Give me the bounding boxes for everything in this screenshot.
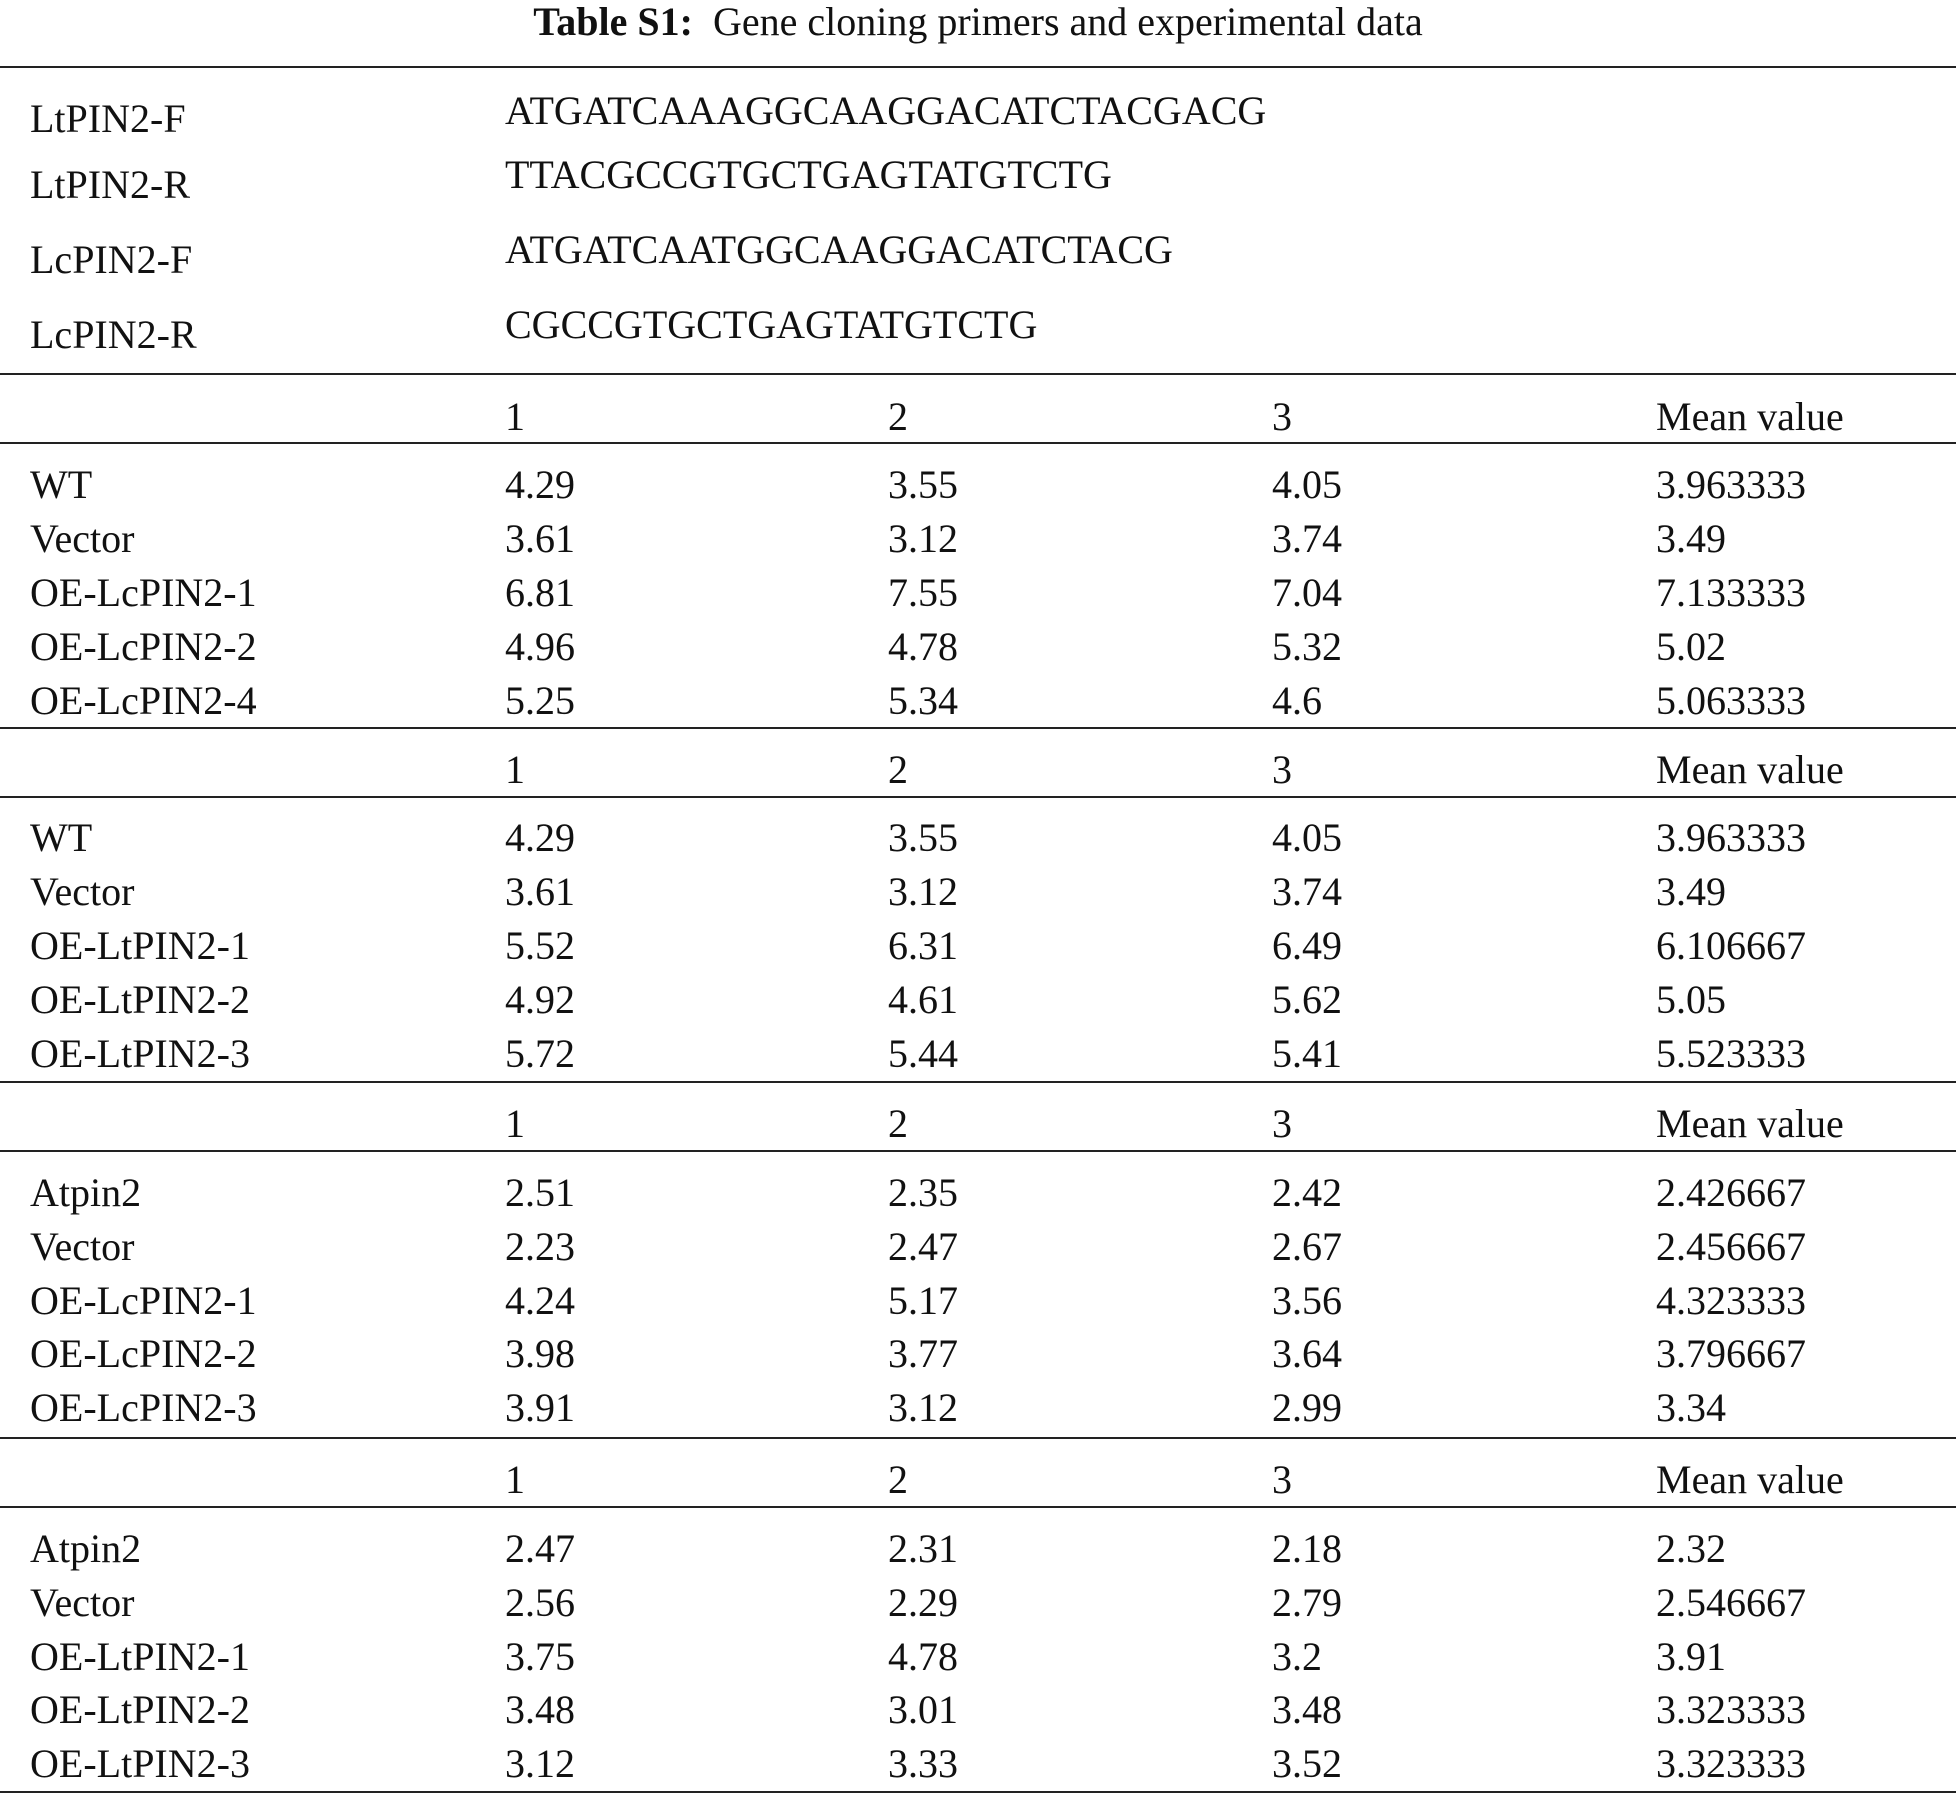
value-2: 4.61 [888,977,958,1022]
mean-value: 3.323333 [1656,1687,1806,1732]
column-header: 1 [505,747,525,792]
value-1: 2.56 [505,1580,575,1625]
value-3: 2.99 [1272,1385,1342,1430]
mean-value: 3.963333 [1656,815,1806,860]
primer-sequence: ATGATCAAAGGCAAGGACATCTACGACG [505,88,1267,133]
column-header: Mean value [1656,747,1844,792]
value-1: 3.12 [505,1741,575,1786]
table-row [0,1683,1956,1737]
table-row [0,973,1956,1027]
value-2: 3.55 [888,462,958,507]
table-row [0,1737,1956,1791]
value-1: 4.29 [505,815,575,860]
mean-value: 5.02 [1656,624,1726,669]
column-header: Mean value [1656,1101,1844,1146]
primer-sequence: TTACGCCGTGCTGAGTATGTCTG [505,152,1112,197]
value-3: 4.05 [1272,815,1342,860]
row-label: Atpin2 [30,1170,142,1215]
value-3: 3.2 [1272,1634,1322,1679]
value-3: 3.64 [1272,1331,1342,1376]
table-row [0,919,1956,973]
row-label: Vector [30,869,135,914]
value-2: 5.34 [888,678,958,723]
value-1: 4.92 [505,977,575,1022]
value-1: 4.96 [505,624,575,669]
value-1: 4.24 [505,1278,575,1323]
column-header: 3 [1272,747,1292,792]
mean-value: 6.106667 [1656,923,1806,968]
table-row [0,1630,1956,1684]
column-header: 2 [888,394,908,439]
column-header: 3 [1272,394,1292,439]
mean-value: 2.456667 [1656,1224,1806,1269]
mean-value: 7.133333 [1656,570,1806,615]
value-1: 5.25 [505,678,575,723]
row-label: OE-LcPIN2-1 [30,570,257,615]
column-header: Mean value [1656,394,1844,439]
value-1: 3.61 [505,516,575,561]
row-label: OE-LtPIN2-1 [30,1634,250,1679]
value-2: 3.77 [888,1331,958,1376]
row-label: OE-LtPIN2-3 [30,1741,250,1786]
section-rule [0,1081,1956,1083]
row-label: Atpin2 [30,1526,142,1571]
value-2: 3.01 [888,1687,958,1732]
mean-value: 3.49 [1656,869,1726,914]
header-rule [0,796,1956,798]
section-rule [0,1437,1956,1439]
value-2: 3.12 [888,516,958,561]
table-row [0,1522,1956,1576]
table-row [0,674,1956,728]
value-2: 2.31 [888,1526,958,1571]
value-2: 6.31 [888,923,958,968]
value-3: 6.49 [1272,923,1342,968]
column-header: 1 [505,394,525,439]
row-label: OE-LcPIN2-3 [30,1385,257,1430]
section-rule [0,373,1956,375]
value-1: 3.91 [505,1385,575,1430]
row-label: OE-LtPIN2-3 [30,1031,250,1076]
value-2: 5.44 [888,1031,958,1076]
header-rule [0,1506,1956,1508]
row-label: Vector [30,1580,135,1625]
primer-name: LcPIN2-R [30,312,197,357]
value-1: 3.48 [505,1687,575,1732]
value-3: 7.04 [1272,570,1342,615]
value-3: 3.48 [1272,1687,1342,1732]
table-row [0,811,1956,865]
value-3: 5.32 [1272,624,1342,669]
table-row [0,1576,1956,1630]
table-title-label: Table S1: [533,0,693,44]
primer-row [0,302,1956,362]
column-header: 2 [888,1457,908,1502]
primer-name: LcPIN2-F [30,237,193,282]
primer-sequence: CGCCGTGCTGAGTATGTCTG [505,302,1038,347]
value-3: 3.74 [1272,516,1342,561]
mean-value: 5.063333 [1656,678,1806,723]
value-3: 2.79 [1272,1580,1342,1625]
value-3: 2.18 [1272,1526,1342,1571]
table-row [0,1327,1956,1381]
mean-value: 3.323333 [1656,1741,1806,1786]
table-row [0,620,1956,674]
column-header: Mean value [1656,1457,1844,1502]
value-1: 2.47 [505,1526,575,1571]
table-row [0,1027,1956,1081]
value-2: 7.55 [888,570,958,615]
primer-row [0,88,1956,146]
column-header: 1 [505,1101,525,1146]
row-label: WT [30,815,93,860]
table-row [0,566,1956,620]
value-3: 2.67 [1272,1224,1342,1269]
table-top-rule [0,66,1956,68]
column-header: 1 [505,1457,525,1502]
row-label: OE-LtPIN2-2 [30,977,250,1022]
value-1: 3.61 [505,869,575,914]
primer-name: LtPIN2-R [30,162,190,207]
value-1: 2.51 [505,1170,575,1215]
value-3: 4.6 [1272,678,1322,723]
value-3: 4.05 [1272,462,1342,507]
row-label: OE-LcPIN2-2 [30,1331,257,1376]
row-label: OE-LtPIN2-2 [30,1687,250,1732]
value-2: 4.78 [888,1634,958,1679]
column-header: 2 [888,1101,908,1146]
column-header: 2 [888,747,908,792]
value-2: 2.29 [888,1580,958,1625]
table-row [0,458,1956,512]
value-2: 5.17 [888,1278,958,1323]
value-3: 2.42 [1272,1170,1342,1215]
mean-value: 3.963333 [1656,462,1806,507]
row-label: OE-LcPIN2-2 [30,624,257,669]
row-label: Vector [30,1224,135,1269]
value-2: 3.55 [888,815,958,860]
mean-value: 3.49 [1656,516,1726,561]
value-2: 4.78 [888,624,958,669]
table-bottom-rule [0,1791,1956,1793]
row-label: WT [30,462,93,507]
value-1: 2.23 [505,1224,575,1269]
mean-value: 5.05 [1656,977,1726,1022]
table-row [0,1274,1956,1328]
table-row [0,1220,1956,1274]
section-header-row [0,390,1956,444]
value-3: 3.52 [1272,1741,1342,1786]
table-row [0,1381,1956,1435]
value-2: 3.12 [888,869,958,914]
value-1: 3.98 [505,1331,575,1376]
header-rule [0,1150,1956,1152]
row-label: OE-LcPIN2-4 [30,678,257,723]
mean-value: 3.91 [1656,1634,1726,1679]
value-2: 3.12 [888,1385,958,1430]
mean-value: 3.796667 [1656,1331,1806,1376]
value-1: 5.72 [505,1031,575,1076]
column-header: 3 [1272,1457,1292,1502]
section-header-row [0,1097,1956,1151]
section-header-row [0,1453,1956,1507]
value-1: 3.75 [505,1634,575,1679]
value-1: 4.29 [505,462,575,507]
value-1: 5.52 [505,923,575,968]
row-label: OE-LtPIN2-1 [30,923,250,968]
header-rule [0,442,1956,444]
primer-row [0,152,1956,212]
value-3: 5.41 [1272,1031,1342,1076]
table-row [0,1166,1956,1220]
table-row [0,865,1956,919]
row-label: OE-LcPIN2-1 [30,1278,257,1323]
value-3: 3.56 [1272,1278,1342,1323]
primer-sequence: ATGATCAATGGCAAGGACATCTACG [505,227,1173,272]
mean-value: 5.523333 [1656,1031,1806,1076]
value-2: 2.35 [888,1170,958,1215]
value-2: 2.47 [888,1224,958,1269]
value-3: 3.74 [1272,869,1342,914]
primer-row [0,227,1956,287]
value-3: 5.62 [1272,977,1342,1022]
row-label: Vector [30,516,135,561]
column-header: 3 [1272,1101,1292,1146]
mean-value: 2.426667 [1656,1170,1806,1215]
section-header-row [0,743,1956,797]
table-title-text: Gene cloning primers and experimental data [712,0,1423,44]
mean-value: 2.546667 [1656,1580,1806,1625]
table-title [0,0,1956,44]
value-1: 6.81 [505,570,575,615]
table-row [0,512,1956,566]
section-rule [0,727,1956,729]
value-2: 3.33 [888,1741,958,1786]
mean-value: 2.32 [1656,1526,1726,1571]
primer-name: LtPIN2-F [30,96,186,141]
mean-value: 4.323333 [1656,1278,1806,1323]
mean-value: 3.34 [1656,1385,1726,1430]
